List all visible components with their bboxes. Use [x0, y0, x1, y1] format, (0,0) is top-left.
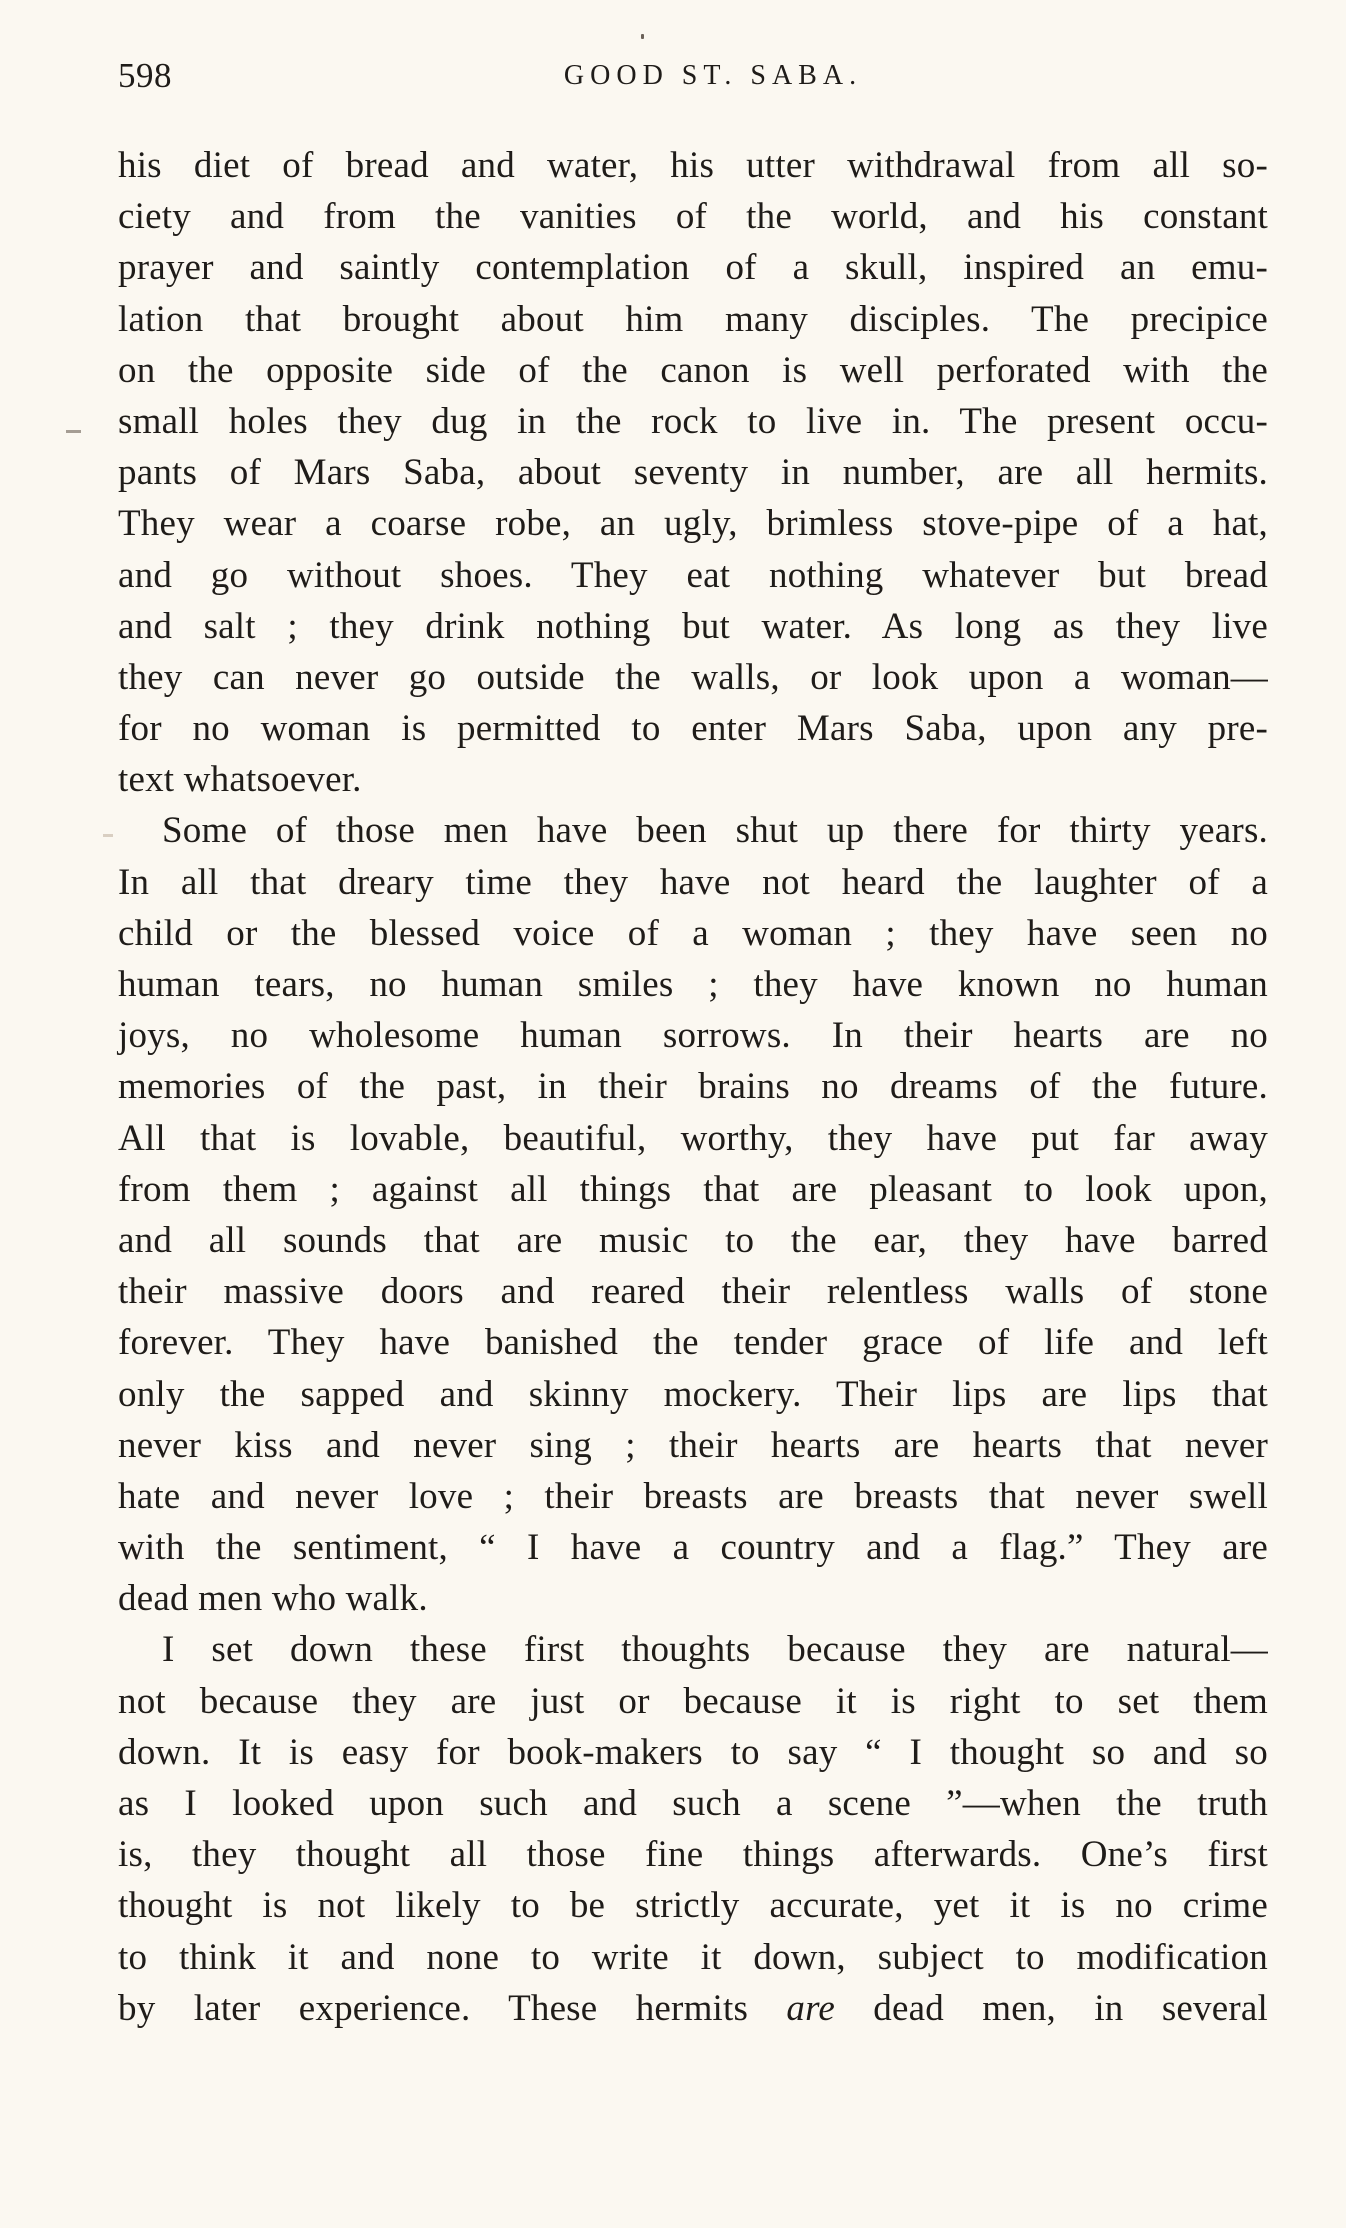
italic-word: are: [786, 1987, 835, 2029]
text-line: text whatsoever.: [118, 759, 362, 801]
text-line: from them ; against all things that are pleasant to look upon,: [118, 1168, 1268, 1210]
text-line-final: [118, 1983, 1268, 2034]
text-line: All that is lovable, beautiful, worthy, they have put far away: [118, 1117, 1268, 1159]
text-line: In all that dreary time they have not heard the laughter of a: [118, 861, 1268, 903]
paragraph-first-line: Some of those men have been shut up there for thirty years.: [162, 810, 1268, 852]
text-line: small holes they dug in the rock to live in. The present occu-: [118, 400, 1268, 442]
text-line: down. It is easy for book-makers to say “ I thought so and so: [118, 1731, 1268, 1773]
text-run: by later experience. These hermits: [118, 1987, 787, 2029]
text-line: is, they thought all those fine things afterwards. One’s first: [118, 1834, 1268, 1876]
print-speck: [641, 34, 644, 39]
margin-mark: [103, 834, 113, 837]
text-line: prayer and saintly contemplation of a skull, inspired an emu-: [118, 247, 1268, 289]
text-line: with the sentiment, “ I have a country and a flag.” They are: [118, 1527, 1268, 1569]
text-line: and go without shoes. They eat nothing whatever but bread: [118, 554, 1268, 596]
text-line: his diet of bread and water, his utter withdrawal from all so-: [118, 145, 1268, 186]
text-line: They wear a coarse robe, an ugly, brimless stove-pipe of a hat,: [118, 503, 1268, 545]
page-header: [118, 56, 1268, 106]
text-run: dead men, in several: [834, 1987, 1268, 2029]
text-line: joys, no wholesome human sorrows. In their hearts are no: [118, 1015, 1268, 1057]
running-title: GOOD ST. SABA.: [563, 60, 863, 91]
text-line: thought is not likely to be strictly accurate, yet it is no crime: [118, 1885, 1268, 1927]
text-line: human tears, no human smiles ; they have known no human: [118, 964, 1268, 1005]
text-line: pants of Mars Saba, about seventy in number, are all hermits.: [118, 452, 1268, 494]
margin-mark: [66, 430, 81, 433]
text-line: and salt ; they drink nothing but water. As long as they live: [118, 605, 1268, 647]
text-line: as I looked upon such and such a scene ”—when the truth: [118, 1783, 1268, 1824]
text-line: forever. They have banished the tender grace of life and left: [118, 1322, 1268, 1364]
body-text: [118, 140, 1268, 2034]
text-line: on the opposite side of the canon is well perforated with the: [118, 349, 1268, 391]
text-line: hate and never love ; their breasts are breasts that never swell: [118, 1475, 1268, 1517]
text-line: only the sapped and skinny mockery. Their lips are lips that: [118, 1373, 1268, 1415]
text-line: their massive doors and reared their relentless walls of stone: [118, 1271, 1268, 1313]
text-line: dead men who walk.: [118, 1578, 428, 1620]
text-line: they can never go outside the walls, or look upon a woman—: [118, 656, 1268, 698]
text-line: ciety and from the vanities of the world, and his constant: [118, 196, 1268, 238]
text-line: not because they are just or because it is right to set them: [118, 1680, 1268, 1722]
paragraph-first-line: I set down these first thoughts because they are natural—: [162, 1629, 1268, 1671]
text-line: memories of the past, in their brains no dreams of the future.: [118, 1066, 1268, 1108]
page-number: 598: [118, 56, 172, 95]
text-line: for no woman is permitted to enter Mars Saba, upon any pre-: [118, 708, 1268, 750]
text-line: and all sounds that are music to the ear, they have barred: [118, 1219, 1268, 1261]
text-line: to think it and none to write it down, subject to modification: [118, 1936, 1268, 1978]
text-line: child or the blessed voice of a woman ; they have seen no: [118, 912, 1268, 954]
text-line: never kiss and never sing ; their hearts are hearts that never: [118, 1424, 1268, 1466]
text-line: lation that brought about him many disciples. The precipice: [118, 298, 1268, 340]
